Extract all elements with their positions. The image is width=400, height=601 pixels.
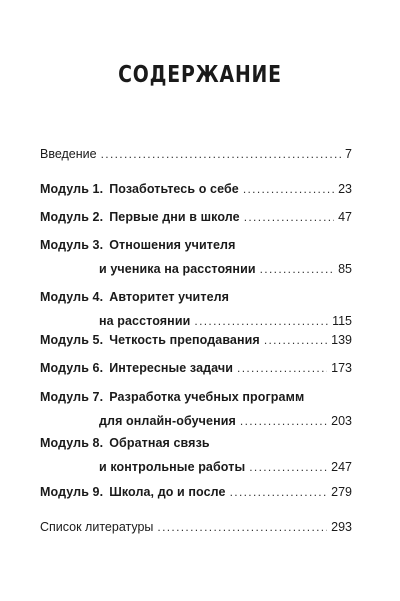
toc-entry-title: Школа, до и после [109,485,226,499]
toc-page-number: 173 [331,361,352,375]
toc-entry-title: Позаботьтесь о себе [109,182,239,196]
toc-page-number: 23 [338,182,352,196]
toc-entry-title-continued: для онлайн-обучения [99,414,236,428]
toc-entry-module-1[interactable] [40,182,352,206]
dot-leader [157,520,327,534]
toc-entry-introduction[interactable] [40,147,352,171]
dot-leader [249,460,327,474]
toc-entry-title: Обратная связь [109,436,210,450]
module-number: Модуль 3. [40,238,104,252]
dot-leader [264,333,327,347]
toc-page-number: 279 [331,485,352,499]
module-number: Модуль 4. [40,290,104,304]
toc-entry-title: Отношения учителя [109,238,236,252]
toc-entry-title: Авторитет учителя [109,290,230,304]
toc-entry-title-continued: и ученика на расстоянии [99,262,256,276]
toc-page-number: 139 [331,333,352,347]
module-number: Модуль 5. [40,333,104,347]
toc-entry-module-8[interactable] [40,436,352,484]
module-number: Модуль 2. [40,210,104,224]
module-number: Модуль 1. [40,182,104,196]
toc-entry-module-3[interactable] [40,238,352,286]
toc-entry-module-9[interactable] [40,485,352,509]
dot-leader [260,262,334,276]
toc-entry-bibliography[interactable] [40,520,352,544]
toc-entry-module-2[interactable] [40,210,352,234]
module-number: Модуль 7. [40,390,104,404]
dot-leader [243,182,334,196]
dot-leader [230,485,328,499]
dot-leader [101,147,341,161]
toc-entry-title: Первые дни в школе [109,210,240,224]
toc-entry-module-7[interactable] [40,390,352,438]
module-number: Модуль 6. [40,361,104,375]
toc-page-number: 247 [331,460,352,474]
toc-page-number: 293 [331,520,352,534]
module-number: Модуль 8. [40,436,104,450]
dot-leader [244,210,334,224]
toc-entry-module-6[interactable] [40,361,352,385]
toc-entry-title: Интересные задачи [109,361,234,375]
toc-page-number: 115 [332,314,352,328]
toc-entry-module-5[interactable] [40,333,352,357]
toc-page-number: 203 [331,414,352,428]
toc-page-number: 7 [345,147,352,161]
toc-entry-title: Разработка учебных программ [109,390,305,404]
page-title: СОДЕРЖАНИЕ [118,62,282,88]
toc-page-number: 85 [338,262,352,276]
toc-page-number: 47 [338,210,352,224]
module-number: Модуль 9. [40,485,104,499]
table-of-contents [40,0,352,601]
toc-entry-title-continued: и контрольные работы [99,460,246,474]
toc-entry-title: Список литературы [40,520,154,534]
toc-entry-title: Введение [40,147,97,161]
toc-entry-module-4[interactable] [40,290,352,338]
dot-leader [194,314,328,328]
dot-leader [237,361,327,375]
toc-entry-title-continued: на расстоянии [99,314,191,328]
dot-leader [240,414,327,428]
toc-entry-title: Четкость преподавания [109,333,260,347]
